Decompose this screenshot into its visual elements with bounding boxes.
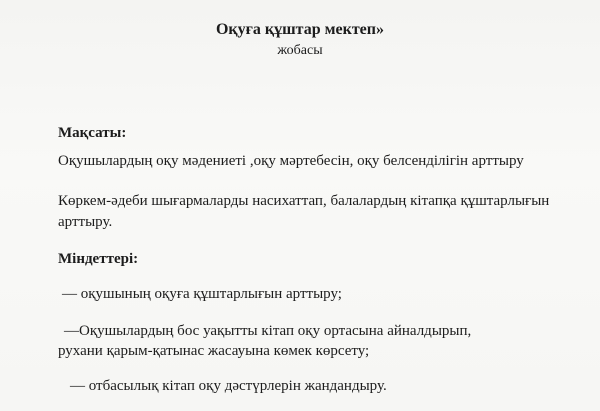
tasks-heading: Міндеттері:	[58, 251, 139, 267]
goals-paragraph-1: Оқушылардың оқу мәдениеті ,оқу мәртебесін, оқу белсенділігін арттыру	[58, 153, 524, 169]
task-item-3: — отбасылық кітап оқу дәстүрлерін жандандыру.	[70, 378, 387, 394]
task-item-1: — оқушының оқуға құштарлығын арттыру;	[62, 286, 342, 302]
goals-heading: Мақсаты:	[58, 125, 127, 141]
goals-paragraph-2: Көркем-әдеби шығармаларды насихаттап, балалардың кітапқа құштарлығын арттыру.	[58, 193, 550, 230]
document-title: Оқуға құштар мектеп»	[215, 21, 384, 38]
task-item-2-line-1: —Оқушылардың бос уақытты кітап оқу ортасына айналдырып,	[64, 323, 472, 339]
task-item-2-line-2: рухани қарым-қатынас жасауына көмек көрсету;	[58, 343, 370, 359]
document-subtitle: жобасы	[277, 43, 323, 58]
